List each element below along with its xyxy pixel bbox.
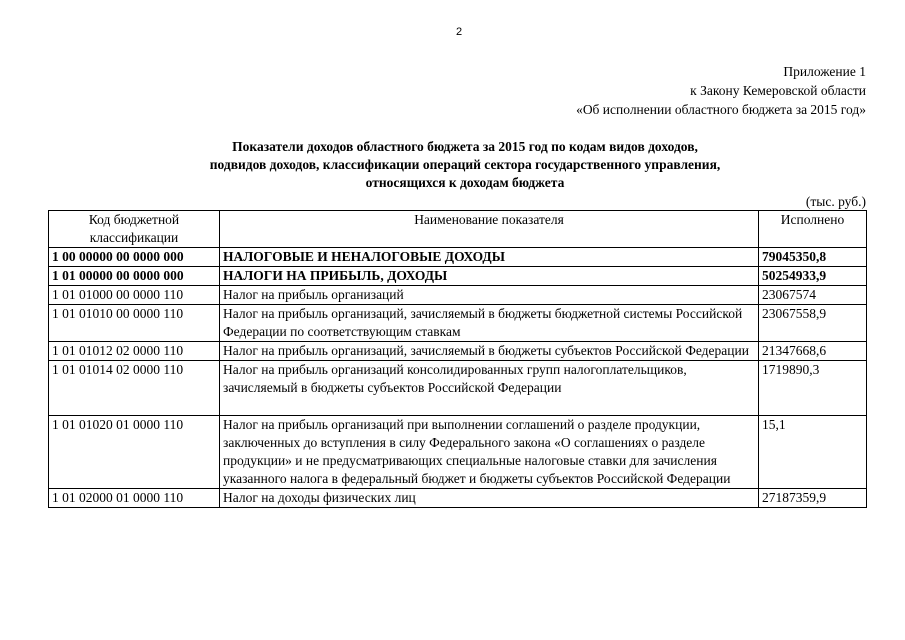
table-header-row: [49, 211, 867, 248]
title-line-2: подвидов доходов, классификации операций сектора государственного управления,: [209, 157, 721, 172]
document-title: [100, 138, 830, 192]
table-row: [49, 489, 867, 508]
row-value: 21347668,6: [759, 342, 867, 361]
row-code: 1 01 01020 01 0000 110: [49, 416, 220, 489]
row-name: Налог на прибыль организаций, зачисляемый в бюджеты субъектов Российской Федерации: [220, 342, 759, 361]
title-line-3: относящихся к доходам бюджета: [365, 175, 565, 190]
table-row: [49, 416, 867, 489]
row-name: Налог на прибыль организаций: [220, 286, 759, 305]
units-label: (тыс. руб.): [805, 194, 866, 209]
row-value: 1719890,3: [759, 361, 867, 416]
title-line-1: Показатели доходов областного бюджета за 2015 год по кодам видов доходов,: [232, 139, 698, 154]
table-row: [49, 267, 867, 286]
row-code: 1 01 00000 00 0000 000: [49, 267, 220, 286]
table-row: [49, 305, 867, 342]
row-value: 27187359,9: [759, 489, 867, 508]
header-code: Код бюджетной классификации: [49, 211, 220, 248]
row-code: 1 01 01014 02 0000 110: [49, 361, 220, 416]
header-name: Наименование показателя: [220, 211, 759, 248]
appendix-line-1: Приложение 1: [783, 64, 866, 79]
row-code: 1 01 01012 02 0000 110: [49, 342, 220, 361]
appendix-line-3: «Об исполнении областного бюджета за 2015 год»: [576, 102, 866, 117]
appendix-header: [576, 62, 866, 119]
row-code: 1 01 01010 00 0000 110: [49, 305, 220, 342]
table-row: [49, 342, 867, 361]
page-number: 2: [455, 26, 463, 38]
row-name: Налог на прибыль организаций, зачисляемый в бюджеты бюджетной системы Российской Федерации по соответствующим ставкам: [220, 305, 759, 342]
table-row: [49, 286, 867, 305]
row-name: Налог на прибыль организаций консолидированных групп налогоплательщиков, зачисляемый в бюджеты субъектов Российской Федерации: [220, 361, 759, 416]
revenue-table: [48, 210, 867, 508]
row-name: Налог на прибыль организаций при выполнении соглашений о разделе продукции, заключенных до вступления в силу Федерального закона «О соглашениях о разделе продукции» и не предусматривающих специальные налоговые ставки для зачисления указанного налога в федеральный бюджет и бюджеты субъектов Российской Федерации: [220, 416, 759, 489]
row-code: 1 01 01000 00 0000 110: [49, 286, 220, 305]
row-name: Налог на доходы физических лиц: [220, 489, 759, 508]
row-value: 79045350,8: [759, 248, 867, 267]
table-row: [49, 361, 867, 416]
row-name: НАЛОГИ НА ПРИБЫЛЬ, ДОХОДЫ: [220, 267, 759, 286]
appendix-line-2: к Закону Кемеровской области: [690, 83, 866, 98]
row-name: НАЛОГОВЫЕ И НЕНАЛОГОВЫЕ ДОХОДЫ: [220, 248, 759, 267]
row-value: 50254933,9: [759, 267, 867, 286]
table-row: [49, 248, 867, 267]
header-value: Исполнено: [759, 211, 867, 248]
row-value: 15,1: [759, 416, 867, 489]
row-code: 1 01 02000 01 0000 110: [49, 489, 220, 508]
row-value: 23067574: [759, 286, 867, 305]
row-code: 1 00 00000 00 0000 000: [49, 248, 220, 267]
row-value: 23067558,9: [759, 305, 867, 342]
